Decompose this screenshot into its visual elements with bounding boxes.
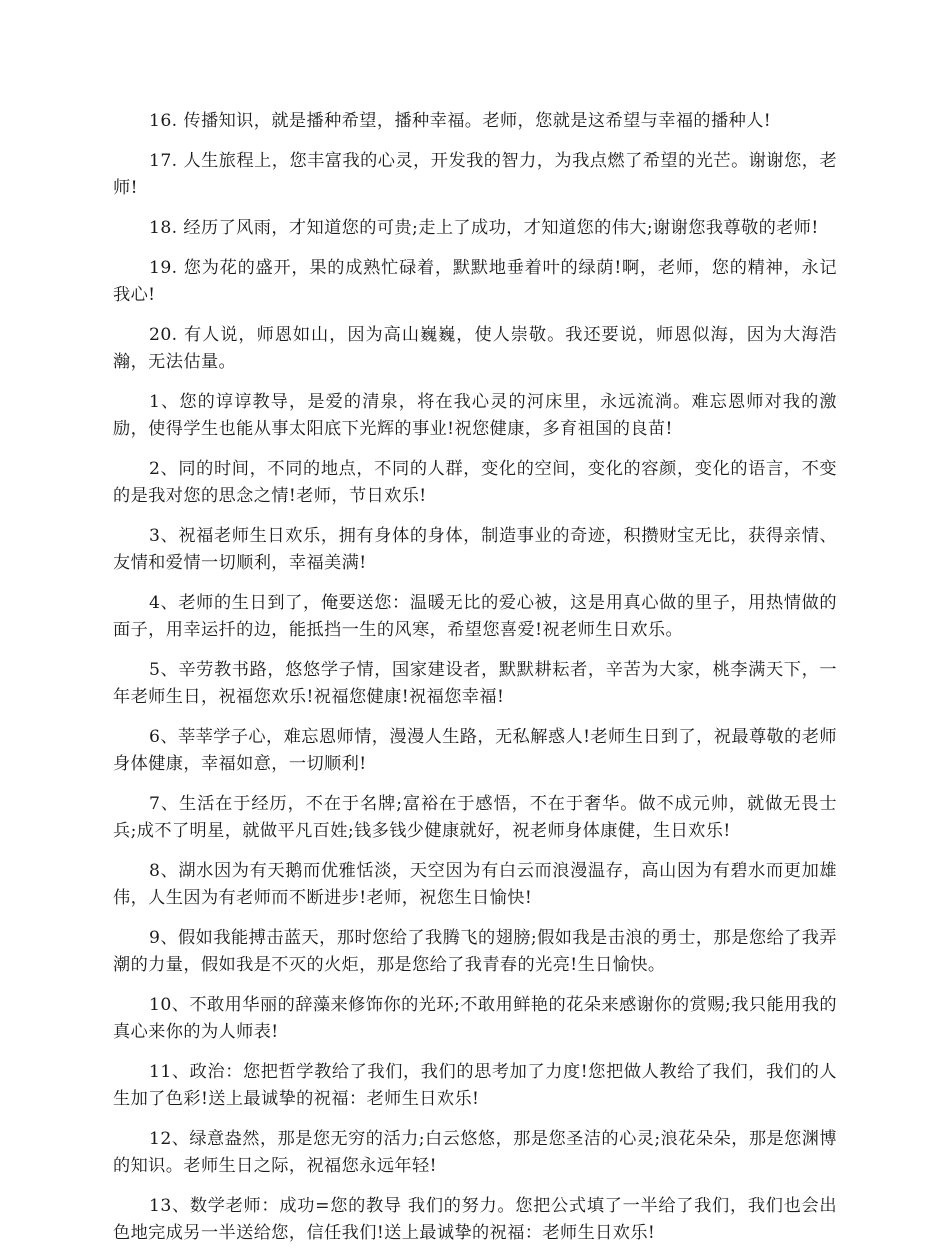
paragraph: 20. 有人说，师恩如山，因为高山巍巍，使人崇敬。我还要说，师恩似海，因为大海浩瀚，无法估量。 bbox=[113, 325, 837, 372]
paragraph: 2、同的时间，不同的地点，不同的人群，变化的空间，变化的容颜，变化的语言，不变的是我对您的思念之情!老师，节日欢乐! bbox=[113, 459, 837, 506]
paragraph: 5、辛劳教书路，悠悠学子情，国家建设者，默默耕耘者，辛苦为大家，桃李满天下，一年老师生日，祝福您欢乐!祝福您健康!祝福您幸福! bbox=[113, 660, 837, 707]
paragraph: 19. 您为花的盛开，果的成熟忙碌着，默默地垂着叶的绿荫!啊，老师，您的精神，永记我心! bbox=[113, 258, 837, 305]
document-page bbox=[113, 108, 837, 1260]
paragraph: 11、政治：您把哲学教给了我们，我们的思考加了力度!您把做人教给了我们，我们的人生加了色彩!送上最诚挚的祝福：老师生日欢乐! bbox=[113, 1062, 837, 1109]
paragraph: 12、绿意盎然，那是您无穷的活力;白云悠悠，那是您圣洁的心灵;浪花朵朵，那是您渊博的知识。老师生日之际，祝福您永远年轻! bbox=[113, 1129, 837, 1176]
paragraph: 17. 人生旅程上，您丰富我的心灵，开发我的智力，为我点燃了希望的光芒。谢谢您，老师! bbox=[113, 151, 837, 198]
paragraph: 16. 传播知识，就是播种希望，播种幸福。老师，您就是这希望与幸福的播种人! bbox=[149, 111, 772, 131]
paragraph: 9、假如我能搏击蓝天，那时您给了我腾飞的翅膀;假如我是击浪的勇士，那是您给了我弄潮的力量，假如我是不灭的火炬，那是您给了我青春的光亮!生日愉快。 bbox=[113, 928, 837, 975]
paragraph: 6、莘莘学子心，难忘恩师情，漫漫人生路，无私解惑人!老师生日到了，祝最尊敬的老师身体健康，幸福如意，一切顺利! bbox=[113, 727, 837, 774]
paragraph: 13、数学老师：成功=您的教导 我们的努力。您把公式填了一半给了我们，我们也会出色地完成另一半送给您，信任我们!送上最诚挚的祝福：老师生日欢乐! bbox=[113, 1196, 837, 1243]
paragraph: 8、湖水因为有天鹅而优雅恬淡，天空因为有白云而浪漫温存，高山因为有碧水而更加雄伟，人生因为有老师而不断进步!老师，祝您生日愉快! bbox=[113, 861, 837, 908]
paragraph: 1、您的谆谆教导，是爱的清泉，将在我心灵的河床里，永远流淌。难忘恩师对我的激励，使得学生也能从事太阳底下光辉的事业!祝您健康，多育祖国的良苗! bbox=[113, 392, 837, 439]
paragraph: 10、不敢用华丽的辞藻来修饰你的光环;不敢用鲜艳的花朵来感谢你的赏赐;我只能用我的真心来你的为人师表! bbox=[113, 995, 837, 1042]
paragraph: 18. 经历了风雨，才知道您的可贵;走上了成功，才知道您的伟大;谢谢您我尊敬的老师! bbox=[149, 218, 819, 238]
paragraph: 3、祝福老师生日欢乐，拥有身体的身体，制造事业的奇迹，积攒财宝无比，获得亲情、友情和爱情一切顺利，幸福美满! bbox=[113, 526, 837, 573]
paragraph: 7、生活在于经历，不在于名牌;富裕在于感悟，不在于奢华。做不成元帅，就做无畏士兵;成不了明星，就做平凡百姓;钱多钱少健康就好，祝老师身体康健，生日欢乐! bbox=[113, 794, 837, 841]
paragraph: 4、老师的生日到了，俺要送您：温暖无比的爱心被，这是用真心做的里子，用热情做的面子，用幸运扦的边，能抵挡一生的风寒，希望您喜爱!祝老师生日欢乐。 bbox=[113, 593, 837, 640]
